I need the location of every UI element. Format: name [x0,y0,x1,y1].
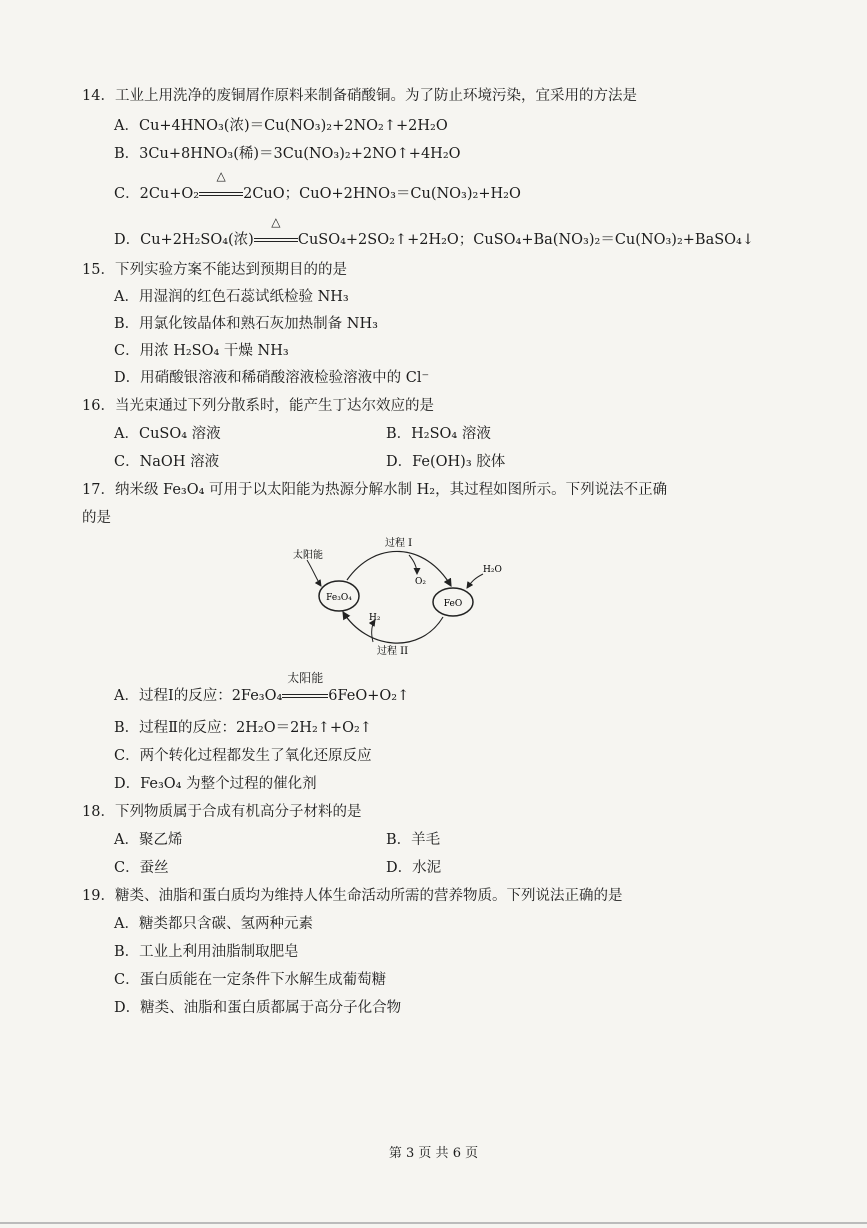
question-14-option-c [114,169,521,204]
question-18-option-d: D．水泥 [386,860,442,876]
option-a-prefix: A．过程Ⅰ的反应：2Fe₃O₄ [114,688,283,704]
question-18-option-a: A．聚乙烯 [114,832,183,848]
question-18-options-row-1 [114,830,634,850]
option-d-reactants: D．Cu+2H₂SO₄(浓) [114,232,254,248]
fe3o4-cycle-diagram [285,530,525,660]
question-14-option-d [114,215,754,250]
question-17-option-c: C．两个转化过程都发生了氧化还原反应 [114,748,372,764]
question-18-option-b: B．羊毛 [386,832,441,848]
question-15-option-a: A．用湿润的红色石蕊试纸检验 NH₃ [114,289,349,305]
h2o-arrow [467,574,483,588]
question-15-stem: 15．下列实验方案不能达到预期目的的是 [82,262,347,278]
question-17-option-b: B．过程Ⅱ的反应：2H₂O＝2H₂↑+O₂↑ [114,720,372,736]
heat-equals-sign [199,169,243,204]
question-17-stem-line-1: 17．纳米级 Fe₃O₄ 可用于以太阳能为热源分解水制 H₂，其过程如图所示。下列说法不正确 [82,482,668,498]
question-17-option-a [114,671,410,706]
solar-condition: 太阳能 [287,671,324,685]
process-1-label: 过程 I [385,538,413,549]
question-19-option-a: A．糖类都只含碳、氢两种元素 [114,916,313,932]
heat-equals-sign [254,215,298,250]
scan-edge [0,1222,867,1224]
solar-arrow [307,560,321,586]
h2o-label: H₂O [483,565,502,575]
question-14-option-a: A．Cu+4HNO₃(浓)＝Cu(NO₃)₂+2NO₂↑+2H₂O [114,118,448,134]
question-14-option-b: B．3Cu+8HNO₃(稀)＝3Cu(NO₃)₂+2NO↑+4H₂O [114,146,461,162]
process-2-arrow [343,612,443,643]
heat-condition: △ [216,169,226,183]
question-16-options-row-2 [114,452,634,472]
question-15-option-b: B．用氯化铵晶体和熟石灰加热制备 NH₃ [114,316,378,332]
question-19-option-c: C．蛋白质能在一定条件下水解生成葡萄糖 [114,972,387,988]
process-1-arrow [347,551,451,586]
question-18-options-row-2 [114,858,634,878]
solar-energy-label: 太阳能 [293,550,323,561]
fe3o4-label: Fe₃O₄ [326,593,352,603]
question-16-option-d: D．Fe(OH)₃ 胶体 [386,454,506,470]
question-17-option-d: D．Fe₃O₄ 为整个过程的催化剂 [114,776,317,792]
option-c-products: 2CuO；CuO+2HNO₃＝Cu(NO₃)₂+H₂O [243,186,521,202]
question-17-stem-line-2: 的是 [82,510,111,526]
o2-label: O₂ [415,577,426,587]
page-number-footer: 第 3 页 共 6 页 [388,1146,479,1161]
option-d-products: CuSO₄+2SO₂↑+2H₂O；CuSO₄+Ba(NO₃)₂＝Cu(NO₃)₂+BaSO₄↓ [297,232,754,248]
question-15-option-d: D．用硝酸银溶液和稀硝酸溶液检验溶液中的 Cl⁻ [114,370,430,386]
question-16-option-a: A．CuSO₄ 溶液 [114,426,221,442]
o2-arrow [409,555,417,574]
question-18-stem: 18．下列物质属于合成有机高分子材料的是 [82,804,362,820]
question-16-options-row-1 [114,424,634,444]
question-19-stem: 19．糖类、油脂和蛋白质均为维持人体生命活动所需的营养物质。下列说法正确的是 [82,888,623,904]
h2-label: H₂ [369,613,381,623]
question-14-stem: 14．工业上用洗净的废铜屑作原料来制备硝酸铜。为了防止环境污染，宜采用的方法是 [82,88,637,104]
feo-label: FeO [443,599,463,609]
question-15-option-c: C．用浓 H₂SO₄ 干燥 NH₃ [114,343,289,359]
solar-equals-sign [282,671,328,706]
question-18-option-c: C．蚕丝 [114,860,169,876]
option-c-reactants: C．2Cu+O₂ [114,186,200,202]
question-16-stem: 16．当光束通过下列分散系时，能产生丁达尔效应的是 [82,398,434,414]
option-a-products: 6FeO+O₂↑ [328,688,410,704]
heat-condition: △ [271,215,281,229]
question-19-option-b: B．工业上利用油脂制取肥皂 [114,944,299,960]
question-19-option-d: D．糖类、油脂和蛋白质都属于高分子化合物 [114,1000,402,1016]
process-2-label: 过程 II [377,646,409,657]
question-16-option-c: C．NaOH 溶液 [114,454,220,470]
question-16-option-b: B．H₂SO₄ 溶液 [386,426,491,442]
